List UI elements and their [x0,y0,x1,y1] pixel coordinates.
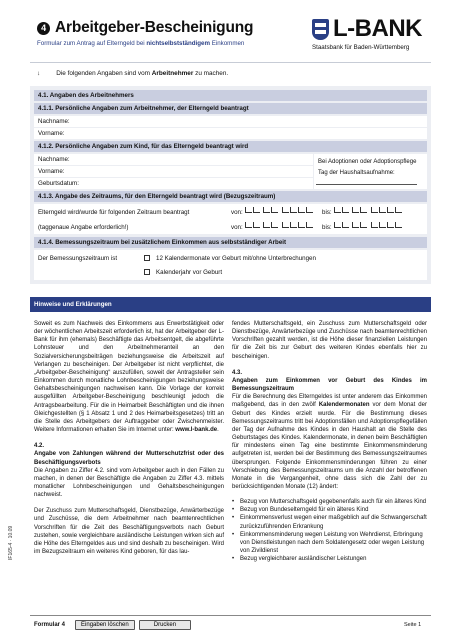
hints-column-left [34,320,224,556]
page-number: Seite 1 [404,622,422,628]
period-to-2[interactable] [322,222,402,233]
list-item: • Bezug vergleichbarer ausländischer Leistungen [232,555,427,563]
hints-header: Hinweise und Erklärungen [30,297,431,312]
subtitle-pre: Formular zum Antrag auf Elterngeld bei [37,40,147,47]
period-row-2 [38,222,427,233]
lbank-logo [312,16,432,60]
logo-text: L-BANK [333,15,422,42]
period-from-2[interactable] [231,222,313,233]
checkbox-calendar-year[interactable] [144,269,150,275]
period-to-1[interactable] [322,207,402,218]
von-label: von: [231,209,243,216]
heading-4-2-num: 4.2. [34,443,45,450]
intro-pre: Die folgenden Angaben sind vom [56,70,152,77]
footer-divider [30,615,431,616]
section-4-1-2: 4.1.2. Persönliche Angaben zum Kind, für das Elterngeld beantragt wird [34,141,427,152]
hint-paragraph: Die Angaben zu Ziffer 4.2. sind vom Arbeitgeber auch in den Fällen zu machen, in denen der Beschäftigte die Angaben zu Ziffer 4.3. mittels monatlicher Lohnbescheinigungen und Gehaltsbescheinigungen nachweist. [34,467,224,499]
reduction-list [232,498,427,563]
section-4-1: 4.1. Angaben des Arbeitnehmers [34,90,427,101]
assessment-box [34,250,427,280]
hint-paragraph: Soweit es zum Nachweis des Einkommens aus Erwerbstätigkeit oder der wöchentlichen Arbeitszeit erforderlich ist, hat der Arbeitgeber der L-Bank für ihm (ehemals) Beschäftigte das Arbeitsentgelt, die abgeführte Lohnsteuer und den Arbeitnehmeranteil an den Sozialversicherungsbeiträgen beziehungsweise die Arbeitszeit auf Verlangen zu bescheinigen. Der Arbeitgeber ist nicht verpflichtet, die „Arbeitgeber-Bescheinigung“ auszufüllen, soweit der Antragsteller sein Einkommen durch monatliche Lohnbescheinigungen beziehungsweise Gehaltsbescheinigungen nachweisen kann. Die Vorlage der korrekt ausgefüllten Arbeitgeber-Bescheinigung beschleunigt jedoch die Antragsbearbeitung. Für die in Heimarbeit Beschäftigten und die ihnen Gleichgestellten (§ 1 Absatz 1 und 2 des Heimarbeitsgesetzes) tritt an die Stelle des Arbeitgebers der Auftraggeber oder Zwischenmeister. Weitere Informationen erhalten Sie im Internet unter: www.l-bank.de. [34,321,224,434]
von-label: von: [231,224,243,231]
subtitle [37,40,244,47]
employee-lastname-field[interactable]: Nachname: [34,116,427,127]
form-code: IF165-4 · 10.09 [8,525,14,560]
adoption-date-input[interactable] [316,184,417,185]
intro-line [37,70,228,77]
arrow-down-icon: ↓ [37,70,41,77]
footer [34,620,191,630]
list-item: • Einkommensverlust wegen einer maßgeblich auf die Schwangerschaft zurückzuführenden Erkrankung [232,514,427,530]
form-label: Formular 4 [34,622,66,628]
intro-text [56,70,228,77]
page-title [37,19,253,37]
period-label-1: Elterngeld wird/wurde für folgenden Zeitraum beantragt [38,209,190,216]
option-calendar-year-label: Kalenderjahr vor Geburt [156,269,223,276]
form-number-badge: 4 [37,22,50,35]
period-label-2: (taggenaue Angabe erforderlich!) [38,224,129,231]
assessment-row-1 [38,253,427,264]
hint-paragraph: Der Zuschuss zum Mutterschaftsgeld, Dienstbezüge, Anwärterbezüge und Zuschüsse, die dem Arbeitnehmer nach beamtenrechtlichen Vorschriften für die Zeit des Beschäftigungsverbots nach Geburt zustehen, sowie vergleichbare ausländische Leistungen wirken sich auf die Höhe des Elterngeldes aus und sind deshalb zu bescheinigen. Wird im Bezugszeitraum ein weiteres Kind geboren, für das lau- [34,508,224,556]
hint-paragraph [232,393,427,491]
heading-4-3: Angaben zum Einkommen vor Geburt des Kindes im Bemessungszeitraum [232,377,427,393]
heading-4-3-num: 4.3. [232,369,243,376]
section-4-1-3: 4.1.3. Angabe des Zeitraums, für den Elterngeld beantragt wird (Bezugszeitraum) [34,191,427,202]
lbank-link[interactable]: www.l-bank.de [175,427,218,434]
coat-of-arms-icon [312,19,329,40]
heading-4-2: Angabe von Zahlungen während der Mutterschutzfrist oder des Beschäftigungsverbots [34,451,224,466]
employee-firstname-field[interactable]: Vorname: [34,128,427,139]
option-12-months-label: 12 Kalendermonate vor Geburt mit/ohne Unterbrechungen [156,255,316,262]
print-button[interactable]: Drucken [139,620,191,630]
bis-label: bis: [322,209,332,216]
subtitle-post: Einkommen [209,40,245,47]
list-item: • Bezug von Mutterschaftsgeld gegebenenfalls auch für ein älteres Kind [232,498,427,506]
hints-column-right [232,320,427,563]
list-item: • Einkommensminderung wegen Leistung von Wehrdienst, Erbringung von Dienstleistungen nach dem Soldatengesetz oder wegen Leistung von Zivildienst [232,531,427,555]
adoption-label-1: Bei Adoptionen oder Adoptionspflege [318,159,417,165]
intro-post: zu machen. [193,70,229,77]
intro-bold: Arbeitnehmer [151,70,194,77]
hint-text: Soweit es zum Nachweis des Einkommens aus Erwerbstätigkeit oder der wöchentlichen Arbeitszeit erforderlich ist, hat der Arbeitgeber der L-Bank für ihm (ehemals) Beschäftigte das Arbeitsentgelt, die abgeführte Lohnsteuer und den Arbeitnehmeranteil an den Sozialversicherungsbeiträgen beziehungsweise die Arbeitszeit auf Verlangen zu bescheinigen. Der Arbeitgeber ist nicht verpflichtet, die „Arbeitgeber-Bescheinigung“ auszufüllen, soweit der Antragsteller sein Einkommen durch monatliche Lohnbescheinigungen beziehungsweise Gehaltsbescheinigungen nachweisen kann. Die Vorlage der korrekt ausgefüllten Arbeitgeber-Bescheinigung beschleunigt jedoch die Antragsbearbeitung. Für die in Heimarbeit Beschäftigten und die ihnen Gleichgestellten (§ 1 Absatz 1 und 2 des Heimarbeitsgesetzes) tritt an die Stelle des Arbeitgebers der Auftraggeber oder Zwischenmeister. Weitere Informationen erhalten Sie im Internet unter: [34,321,224,434]
period-from-1[interactable] [231,207,313,218]
child-firstname-field[interactable]: Vorname: [34,166,313,177]
hint-paragraph: fendes Mutterschaftsgeld, ein Zuschuss zum Mutterschaftsgeld oder Dienstbezüge, Anwärterbezüge und Zuschüsse nach beamtenrechtlichen Vorschriften gezahlt werden, ist die Höhe dieser finanziellen Leistungen für die Zeit bis zur Geburt des weiteren Kindes ebenfalls hier zu bescheinigen. [232,321,427,360]
logo-subtitle: Staatsbank für Baden-Württemberg [312,44,410,51]
period-box [34,204,427,234]
section-4-1-4: 4.1.4. Bemessungszeitraum bei zusätzlichem Einkommen aus selbstständiger Arbeit [34,237,427,248]
assessment-row-2 [38,267,427,278]
assessment-label: Der Bemessungszeitraum ist [38,255,118,262]
title-text: Arbeitgeber-Bescheinigung [55,19,254,36]
clear-inputs-button[interactable]: Eingaben löschen [75,620,135,630]
hint-text: vor dem Monat der Geburt des Kindes erzielt wurde. Für die Bestimmung dieses Bemessungszeitraums tritt bei Adoptionsfällen und Adoptionspflegefällen der Tag der Aufnahme des Kindes in den Haushalt an die Stelle des Geburtstages des Kindes. Kalendermonate, in denen beim Beschäftigten für mindestens einen Tag eine bestimmte Einkommensminderung aufgetreten ist, werden bei der Bestimmung des Bemessungszeitraumes übersprungen. Folgende Einkommensminderungen führen zu einer Verschiebung des Bemessungszeitraums um die Anzahl der betroffenen Monate in die Vergangenheit, ohne dass sich die Zahl der zu berücksichtigenden Monate (12) ändert: [232,402,427,490]
divider [30,62,431,63]
child-lastname-field[interactable]: Nachname: [34,154,313,165]
checkbox-12-months[interactable] [144,255,150,261]
hint-bold: Kalendermonaten [318,402,370,409]
subtitle-bold: nichtselbstständigem [146,40,210,47]
list-item: • Bezug von Bundeselterngeld für ein älteres Kind [232,506,427,514]
option-12-months[interactable] [144,253,316,264]
section-4-1-1: 4.1.1. Persönliche Angaben zum Arbeitnehmer, der Elterngeld beantragt [34,103,427,114]
hint-text: Für die Berechnung des Elterngeldes ist unter anderem das Einkommen maßgebend, das in den zwölf [232,394,427,409]
bis-label: bis: [322,224,332,231]
child-birthdate-field[interactable]: Geburtsdatum: [34,178,313,189]
option-calendar-year[interactable] [144,267,222,278]
period-row-1 [38,207,427,218]
adoption-label-2: Tag der Haushaltsaufnahme: [318,170,395,176]
